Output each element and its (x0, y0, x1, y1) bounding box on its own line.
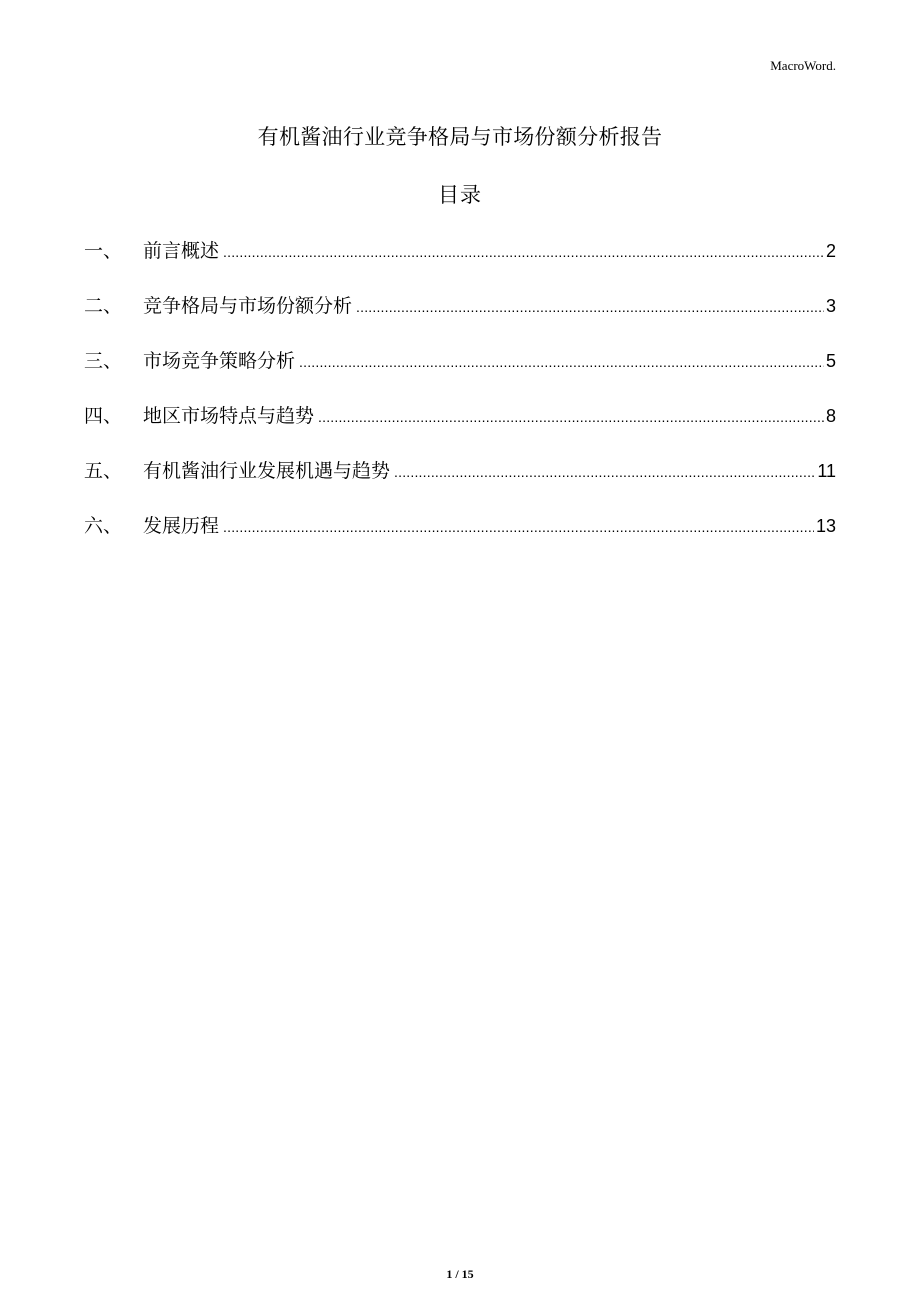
toc-dot-leader (318, 402, 824, 432)
toc-entry-page: 8 (825, 406, 836, 426)
toc-dot-leader (223, 512, 814, 542)
toc-heading: 目录 (438, 183, 482, 207)
toc-entry-number: 三、 (84, 350, 123, 372)
toc-entry-4[interactable] (84, 401, 836, 456)
toc-entry-number: 一、 (84, 240, 123, 262)
toc-dot-leader (394, 457, 815, 487)
toc-entry-label: 竞争格局与市场份额分析 (143, 295, 353, 317)
table-of-contents (84, 236, 836, 566)
toc-entry-page: 3 (825, 296, 836, 316)
document-title: 有机酱油行业竞争格局与市场份额分析报告 (257, 125, 663, 149)
toc-entry-page: 13 (815, 516, 836, 536)
toc-entry-6[interactable] (84, 511, 836, 566)
toc-entry-3[interactable] (84, 346, 836, 401)
toc-dot-leader (223, 237, 824, 267)
toc-entry-label: 有机酱油行业发展机遇与趋势 (143, 460, 391, 482)
toc-entry-5[interactable] (84, 456, 836, 511)
toc-dot-leader (356, 292, 824, 322)
toc-dot-leader (299, 347, 824, 377)
toc-entry-label: 地区市场特点与趋势 (143, 405, 315, 427)
toc-entry-number: 二、 (84, 295, 123, 317)
page-number-footer: 1 / 15 (446, 1267, 474, 1281)
page-header-text: MacroWord. (770, 58, 836, 73)
toc-entry-1[interactable] (84, 236, 836, 291)
toc-entry-page: 5 (825, 351, 836, 371)
toc-entry-label: 前言概述 (143, 240, 220, 262)
toc-entry-number: 五、 (84, 460, 123, 482)
toc-entry-number: 六、 (84, 515, 123, 537)
toc-entry-label: 市场竞争策略分析 (143, 350, 296, 372)
toc-entry-number: 四、 (84, 405, 123, 427)
toc-entry-page: 2 (825, 241, 836, 261)
toc-entry-label: 发展历程 (143, 515, 220, 537)
toc-entry-2[interactable] (84, 291, 836, 346)
toc-entry-page: 11 (817, 461, 836, 481)
